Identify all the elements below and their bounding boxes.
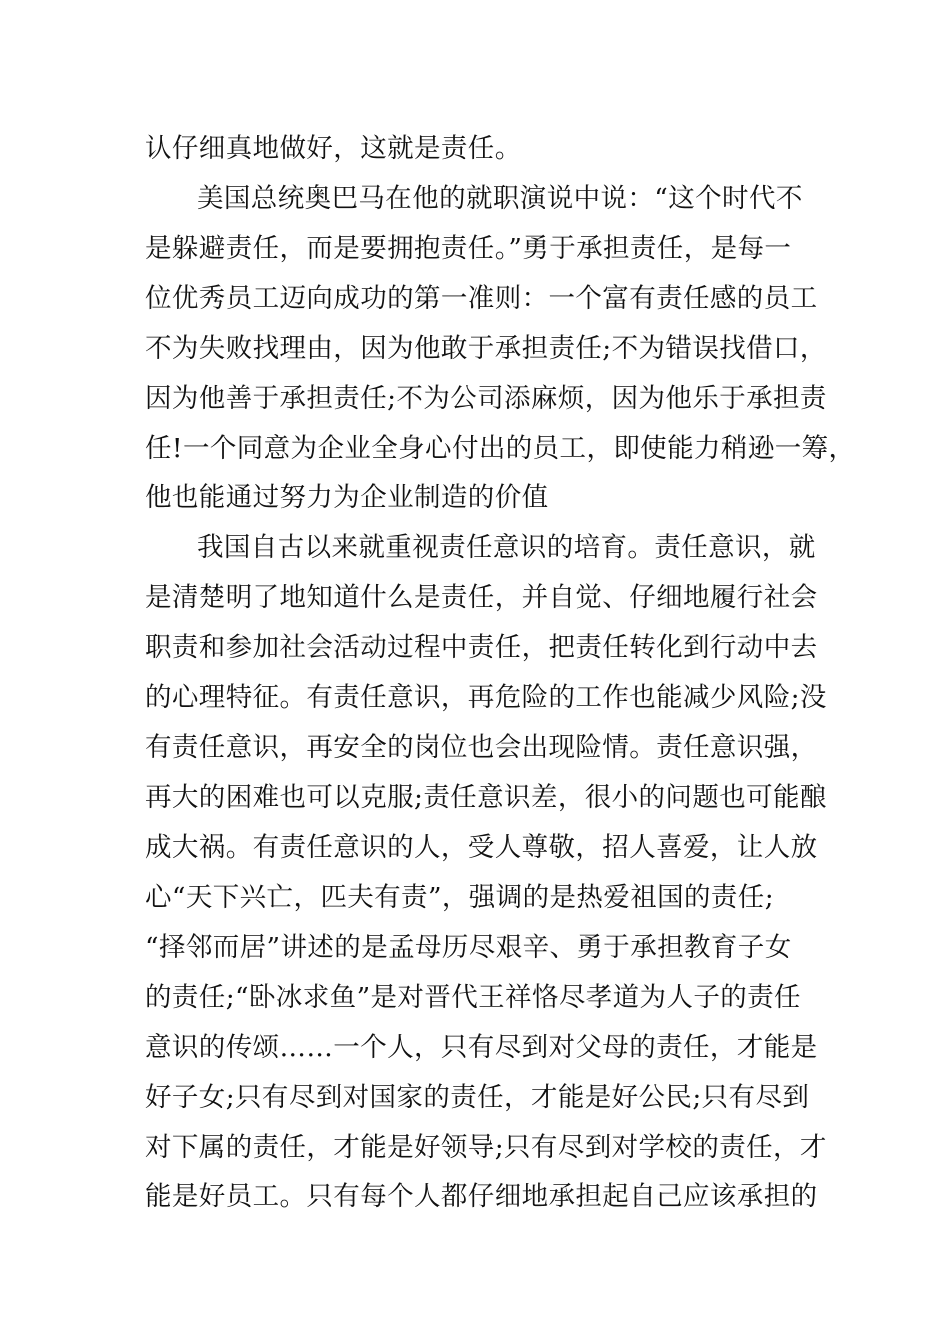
- text-line: 有责任意识，再安全的岗位也会出现险情。责任意识强，: [145, 732, 818, 763]
- text-line: 意识的传颂……一个人，只有尽到对父母的责任，才能是: [145, 1032, 818, 1063]
- text-line: 职责和参加社会活动过程中责任，把责任转化到行动中去: [145, 632, 818, 663]
- text-line: 不为失败找理由，因为他敢于承担责任;不为错误找借口，: [145, 333, 827, 364]
- text-line: 能是好员工。只有每个人都仔细地承担起自己应该承担的: [145, 1181, 818, 1212]
- text-line: 心“天下兴亡，匹夫有责”，强调的是热爱祖国的责任;: [145, 882, 775, 913]
- paragraph-first-line: 我国自古以来就重视责任意识的培育。责任意识，就: [197, 532, 816, 563]
- text-line: 再大的困难也可以克服;责任意识差，很小的问题也可能酿: [145, 782, 827, 813]
- text-line: 认仔细真地做好，这就是责任。: [145, 133, 522, 164]
- text-line: 他也能通过努力为企业制造的价值: [145, 482, 549, 513]
- paragraph-first-line: 美国总统奥巴马在他的就职演说中说：“这个时代不: [197, 183, 803, 214]
- text-line: 是躲避责任，而是要拥抱责任。”勇于承担责任，是每一: [145, 233, 792, 264]
- text-line: 位优秀员工迈向成功的第一准则：一个富有责任感的员工: [145, 283, 818, 314]
- text-line: “择邻而居”讲述的是孟母历尽艰辛、勇于承担教育子女: [145, 932, 792, 963]
- text-line: 因为他善于承担责任;不为公司添麻烦，因为他乐于承担责: [145, 383, 827, 414]
- text-line: 是清楚明了地知道什么是责任，并自觉、仔细地履行社会: [145, 582, 818, 613]
- text-line: 对下属的责任，才能是好领导;只有尽到对学校的责任，才: [145, 1132, 827, 1163]
- text-line: 任!一个同意为企业全身心付出的员工，即使能力稍逊一筹，: [145, 433, 856, 464]
- text-line: 的责任;“卧冰求鱼”是对晋代王祥恪尽孝道为人子的责任: [145, 982, 801, 1013]
- text-line: 好子女;只有尽到对国家的责任，才能是好公民;只有尽到: [145, 1082, 810, 1113]
- text-line: 的心理特征。有责任意识，再危险的工作也能减少风险;没: [145, 682, 827, 713]
- text-line: 成大祸。有责任意识的人，受人尊敬，招人喜爱，让人放: [145, 832, 818, 863]
